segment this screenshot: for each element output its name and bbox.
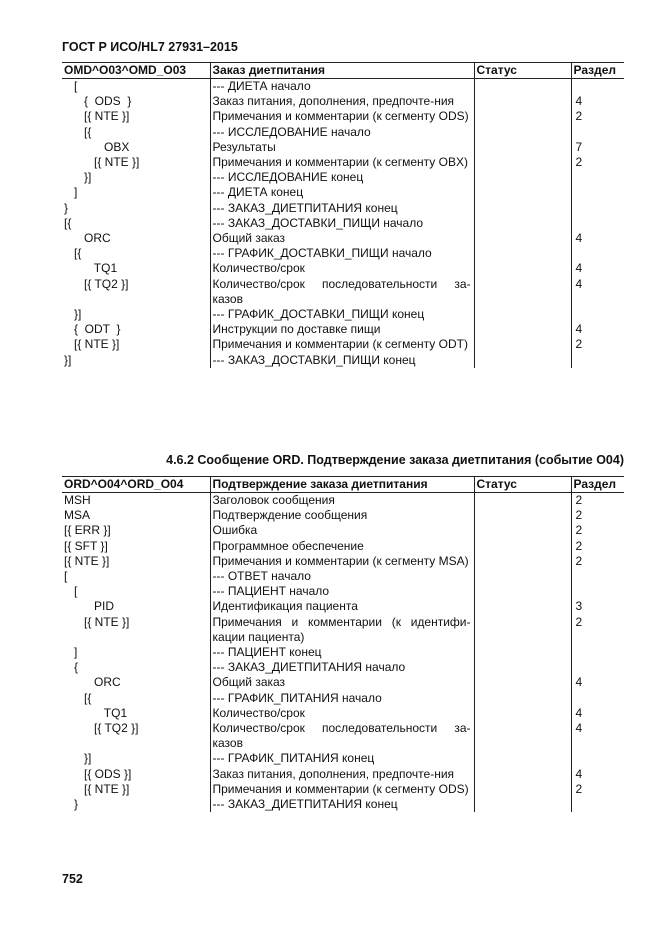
segment-cell: MSA — [64, 508, 91, 523]
table-row — [62, 155, 624, 170]
section-cell: 4 — [571, 322, 624, 337]
status-cell — [474, 185, 571, 200]
section-cell — [571, 125, 624, 140]
description-cell: Примечания и комментарии (к сегменту ODS) — [210, 782, 474, 797]
description-cell: Примечания и комментарии (к сегменту OBX) — [210, 155, 474, 170]
segment-cell: }] — [64, 307, 82, 322]
section-cell — [571, 691, 624, 706]
segment-cell: TQ1 — [64, 261, 118, 276]
segment-cell: }] — [64, 352, 72, 367]
section-cell — [571, 170, 624, 185]
description-cell: --- ПАЦИЕНТ начало — [210, 584, 474, 599]
description-cell: Программное обеспечение — [210, 539, 474, 554]
table-row — [62, 337, 624, 352]
section-cell — [571, 584, 624, 599]
section-cell: 2 — [571, 155, 624, 170]
section-cell — [571, 569, 624, 584]
segment-cell: }] — [64, 751, 92, 766]
segment-cell: TQ1 — [64, 705, 128, 720]
description-cell: Заголовок сообщения — [210, 493, 474, 509]
section-cell: 2 — [571, 508, 624, 523]
section-cell — [571, 645, 624, 660]
status-cell — [474, 599, 571, 614]
column-header-message: ORD^O04^ORD_O04 — [62, 477, 210, 493]
description-cell: Идентификация пациента — [210, 599, 474, 614]
section-cell: 4 — [571, 261, 624, 276]
description-cell: Количество/срок — [210, 261, 474, 276]
segment-cell: [ — [64, 79, 78, 93]
status-cell — [474, 79, 571, 95]
segment-cell: { ODS } — [64, 94, 132, 109]
section-cell: 7 — [571, 140, 624, 155]
segment-cell: [{ ERR }] — [64, 523, 111, 538]
description-cell: Количество/срок последовательности за-казов — [210, 277, 474, 307]
segment-cell: [{ NTE }] — [64, 337, 120, 352]
section-cell — [571, 216, 624, 231]
table-row — [62, 660, 624, 675]
table-row — [62, 307, 624, 322]
status-cell — [474, 155, 571, 170]
status-cell — [474, 691, 571, 706]
description-cell: Примечания и комментарии (к сегменту MSA) — [210, 554, 474, 569]
segment-table-omd — [62, 62, 624, 368]
status-cell — [474, 337, 571, 352]
segment-cell: [{ NTE }] — [64, 781, 130, 796]
status-cell — [474, 277, 571, 307]
table-header-row — [62, 63, 624, 79]
segment-cell: [{ — [64, 215, 72, 230]
table-row — [62, 539, 624, 554]
description-cell: Примечания и комментарии (к идентифи-кации пациента) — [210, 615, 474, 645]
status-cell — [474, 201, 571, 216]
table-row — [62, 645, 624, 660]
status-cell — [474, 125, 571, 140]
status-cell — [474, 94, 571, 109]
section-cell: 2 — [571, 523, 624, 538]
status-cell — [474, 109, 571, 124]
segment-cell: [{ TQ2 }] — [64, 276, 129, 291]
description-cell: --- ИССЛЕДОВАНИЕ начало — [210, 125, 474, 140]
description-cell: --- ГРАФИК_ПИТАНИЯ конец — [210, 751, 474, 766]
table-row — [62, 706, 624, 721]
section-cell: 2 — [571, 493, 624, 509]
table-row — [62, 615, 624, 645]
status-cell — [474, 539, 571, 554]
description-cell: Заказ питания, дополнения, предпочте-ния — [210, 767, 474, 782]
section-cell — [571, 751, 624, 766]
page-number: 752 — [62, 872, 83, 886]
description-cell: Количество/срок — [210, 706, 474, 721]
section-cell: 2 — [571, 615, 624, 645]
section-cell — [571, 307, 624, 322]
status-cell — [474, 645, 571, 660]
column-header-message: OMD^O03^OMD_O03 — [62, 63, 210, 79]
section-cell — [571, 660, 624, 675]
section-cell: 4 — [571, 767, 624, 782]
description-cell: Примечания и комментарии (к сегменту ODS) — [210, 109, 474, 124]
status-cell — [474, 307, 571, 322]
table-row — [62, 322, 624, 337]
table-row — [62, 751, 624, 766]
table-row — [62, 554, 624, 569]
section-cell: 4 — [571, 277, 624, 307]
status-cell — [474, 797, 571, 812]
table-row — [62, 140, 624, 155]
segment-cell: } — [64, 200, 69, 215]
status-cell — [474, 140, 571, 155]
column-header-description: Подтверждение заказа диетпитания — [210, 477, 474, 493]
segment-cell: ORC — [64, 231, 111, 246]
table-row — [62, 767, 624, 782]
status-cell — [474, 782, 571, 797]
section-cell: 2 — [571, 782, 624, 797]
segment-cell: { — [64, 660, 79, 675]
section-cell — [571, 185, 624, 200]
description-cell: Примечания и комментарии (к сегменту ODT) — [210, 337, 474, 352]
segment-cell: { ODT } — [64, 322, 121, 337]
table-row — [62, 277, 624, 307]
status-cell — [474, 523, 571, 538]
table-row — [62, 782, 624, 797]
status-cell — [474, 767, 571, 782]
table-row — [62, 216, 624, 231]
segment-cell: [ — [64, 569, 68, 584]
status-cell — [474, 508, 571, 523]
section-cell: 4 — [571, 706, 624, 721]
description-cell: Общий заказ — [210, 675, 474, 690]
segment-cell: [{ NTE }] — [64, 109, 130, 124]
segment-cell: [{ NTE }] — [64, 614, 130, 629]
segment-cell: PID — [64, 599, 115, 614]
segment-cell: [{ — [64, 124, 92, 139]
description-cell: --- ЗАКАЗ_ДОСТАВКИ_ПИЩИ конец — [210, 353, 474, 368]
table-row — [62, 170, 624, 185]
table-row — [62, 691, 624, 706]
status-cell — [474, 261, 571, 276]
section-cell — [571, 201, 624, 216]
section-cell — [571, 79, 624, 95]
segment-cell: [ — [64, 584, 78, 599]
status-cell — [474, 721, 571, 751]
description-cell: Заказ питания, дополнения, предпочте-ния — [210, 94, 474, 109]
segment-cell: [{ ODS }] — [64, 766, 132, 781]
description-cell: --- ЗАКАЗ_ДОСТАВКИ_ПИЩИ начало — [210, 216, 474, 231]
description-cell: Результаты — [210, 140, 474, 155]
section-cell — [571, 246, 624, 261]
table-row — [62, 523, 624, 538]
section-cell — [571, 353, 624, 368]
section-cell: 3 — [571, 599, 624, 614]
table-row — [62, 231, 624, 246]
section-cell: 2 — [571, 337, 624, 352]
table-row — [62, 125, 624, 140]
table-row — [62, 79, 624, 95]
status-cell — [474, 231, 571, 246]
table-row — [62, 675, 624, 690]
section-cell: 2 — [571, 554, 624, 569]
status-cell — [474, 569, 571, 584]
segment-cell: [{ NTE }] — [64, 155, 140, 170]
segment-cell: MSH — [64, 493, 91, 507]
description-cell: --- ПАЦИЕНТ конец — [210, 645, 474, 660]
table-row — [62, 261, 624, 276]
table-row — [62, 109, 624, 124]
segment-cell: OBX — [64, 139, 130, 154]
column-header-status: Статус — [474, 477, 571, 493]
description-cell: --- ЗАКАЗ_ДИЕТПИТАНИЯ конец — [210, 797, 474, 812]
table-row — [62, 246, 624, 261]
description-cell: --- ДИЕТА начало — [210, 79, 474, 95]
status-cell — [474, 751, 571, 766]
description-cell: --- ГРАФИК_ДОСТАВКИ_ПИЩИ начало — [210, 246, 474, 261]
document-header: ГОСТ Р ИСО/HL7 27931–2015 — [62, 40, 238, 54]
table-row — [62, 569, 624, 584]
section-cell: 2 — [571, 539, 624, 554]
description-cell: Подтверждение сообщения — [210, 508, 474, 523]
status-cell — [474, 554, 571, 569]
table-header-row — [62, 477, 624, 493]
status-cell — [474, 660, 571, 675]
status-cell — [474, 246, 571, 261]
status-cell — [474, 493, 571, 509]
table-row — [62, 353, 624, 368]
status-cell — [474, 170, 571, 185]
description-cell: --- ИССЛЕДОВАНИЕ конец — [210, 170, 474, 185]
description-cell: --- ГРАФИК_ПИТАНИЯ начало — [210, 691, 474, 706]
section-cell: 4 — [571, 231, 624, 246]
status-cell — [474, 353, 571, 368]
table-row — [62, 584, 624, 599]
column-header-section: Раздел — [571, 63, 624, 79]
segment-cell: [{ NTE }] — [64, 553, 110, 568]
table-row — [62, 508, 624, 523]
segment-cell: [{ — [64, 690, 92, 705]
description-cell: Инструкции по доставке пищи — [210, 322, 474, 337]
description-cell: --- ГРАФИК_ДОСТАВКИ_ПИЩИ конец — [210, 307, 474, 322]
section-cell — [571, 797, 624, 812]
segment-cell: ORC — [64, 675, 121, 690]
segment-cell: }] — [64, 170, 92, 185]
description-cell: Количество/срок последовательности за-казов — [210, 721, 474, 751]
status-cell — [474, 216, 571, 231]
table-row — [62, 797, 624, 812]
segment-cell: ] — [64, 185, 78, 200]
description-cell: Общий заказ — [210, 231, 474, 246]
segment-cell: [{ — [64, 246, 82, 261]
description-cell: Ошибка — [210, 523, 474, 538]
segment-cell: [{ TQ2 }] — [64, 721, 139, 736]
column-header-description: Заказ диетпитания — [210, 63, 474, 79]
table-row — [62, 201, 624, 216]
description-cell: --- ОТВЕТ начало — [210, 569, 474, 584]
status-cell — [474, 706, 571, 721]
section-cell: 4 — [571, 721, 624, 751]
column-header-status: Статус — [474, 63, 571, 79]
table-row — [62, 599, 624, 614]
section-heading: 4.6.2 Сообщение ORD. Подтверждение заказа диетпитания (событие O04) — [166, 453, 624, 467]
segment-cell: } — [64, 797, 79, 812]
table-row — [62, 721, 624, 751]
status-cell — [474, 675, 571, 690]
status-cell — [474, 322, 571, 337]
segment-table-ord — [62, 476, 624, 812]
table-row — [62, 185, 624, 200]
section-cell: 4 — [571, 675, 624, 690]
status-cell — [474, 615, 571, 645]
status-cell — [474, 584, 571, 599]
table-row — [62, 493, 624, 509]
segment-cell: ] — [64, 645, 78, 660]
section-cell: 2 — [571, 109, 624, 124]
table-row — [62, 94, 624, 109]
description-cell: --- ДИЕТА конец — [210, 185, 474, 200]
description-cell: --- ЗАКАЗ_ДИЕТПИТАНИЯ начало — [210, 660, 474, 675]
description-cell: --- ЗАКАЗ_ДИЕТПИТАНИЯ конец — [210, 201, 474, 216]
column-header-section: Раздел — [571, 477, 624, 493]
segment-cell: [{ SFT }] — [64, 538, 108, 553]
section-cell: 4 — [571, 94, 624, 109]
